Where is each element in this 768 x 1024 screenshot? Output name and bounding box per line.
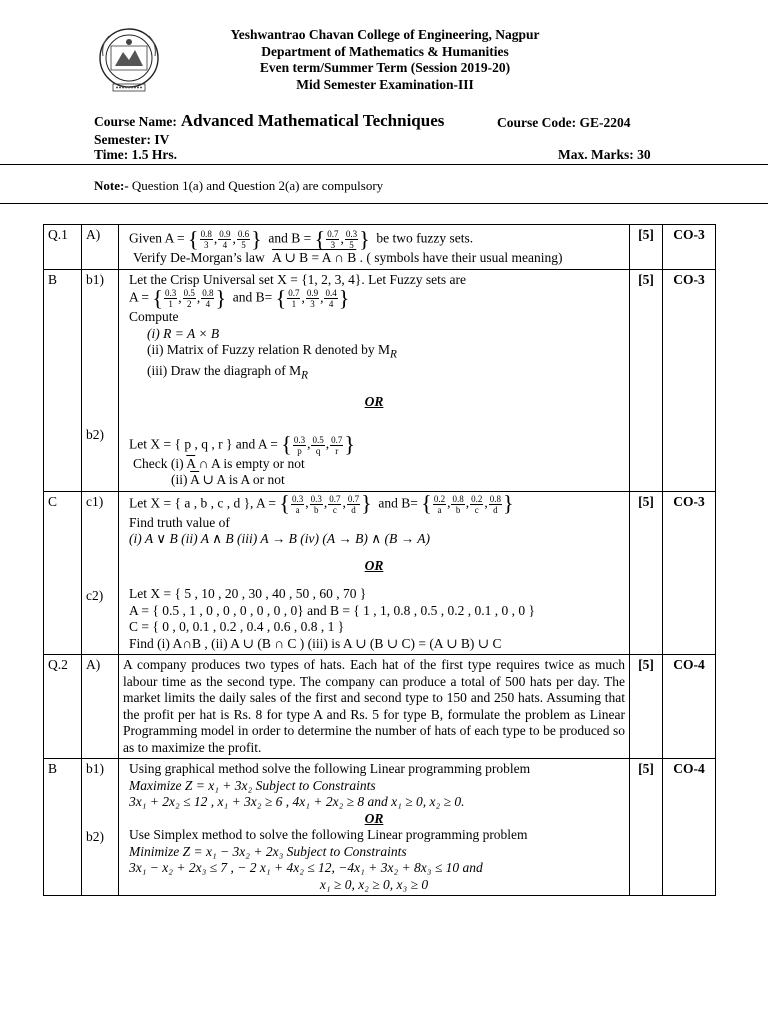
element-label: q — [315, 445, 321, 456]
separator: , — [465, 495, 470, 511]
element-label: 5 — [241, 240, 246, 250]
membership-value: 0.6 — [237, 229, 250, 239]
b2-objective: Minimize Z = x₁ − 3x₂ + 2x₃ Subject to Constraints — [129, 843, 407, 859]
element-label: 4 — [205, 299, 211, 309]
or-separator: OR — [364, 394, 384, 410]
b1-item-ii: (ii) Matrix of Fuzzy relation R denoted by M — [147, 342, 390, 357]
brace-close: } — [359, 226, 370, 252]
fuzzy-element — [311, 435, 324, 456]
membership-value: 0.9 — [306, 288, 319, 298]
element-label: 4 — [328, 299, 334, 309]
question-row-q2a — [44, 655, 716, 759]
element-label: d — [351, 504, 356, 515]
fuzzy-set-b — [421, 491, 514, 517]
element-label: 1 — [168, 299, 173, 309]
question-table — [43, 224, 716, 896]
brace-open: { — [188, 226, 199, 252]
sub-label: A) — [82, 225, 119, 270]
brace-close: } — [502, 491, 514, 517]
sub-label-c2: c2) — [86, 588, 104, 604]
membership-value: 0.5 — [183, 288, 195, 298]
b1-constraints: 3x₁ + 2x₂ ≤ 12 , x₁ + 3x₂ ≥ 6 , 4x₁ + 2x₂ ≥ 8 and x₁ ≥ 0, x₂ ≥ 0. — [129, 794, 465, 810]
membership-value: 0.3 — [164, 288, 177, 298]
check-ii-rest: ∪ A is A or not — [202, 472, 285, 488]
membership-value: 0.3 — [293, 434, 306, 445]
membership-value: 0.9 — [219, 229, 231, 239]
fuzzy-element — [345, 229, 358, 250]
fuzzy-element — [433, 494, 446, 515]
given-label: Given A = — [129, 230, 185, 246]
fuzzy-element — [218, 229, 231, 250]
question-row-q1b — [44, 269, 716, 491]
brace-close: } — [215, 285, 226, 311]
fuzzy-element — [470, 494, 483, 515]
divider-top — [0, 164, 768, 165]
subscript-r: R — [301, 369, 308, 382]
c2-sets-ab: A = { 0.5 , 1 , 0 , 0 , 0 , 0 , 0 , 0} and B = { 1 , 1, 0.8 , 0.5 , 0.2 , 0.1 , 0 , 0 } — [129, 602, 536, 618]
membership-value: 0.8 — [489, 493, 501, 504]
sub-label: A) — [82, 655, 119, 759]
brace-close: } — [361, 491, 372, 517]
element-label: a — [295, 504, 300, 515]
element-label: 4 — [222, 240, 228, 250]
question-row-q1a — [44, 225, 716, 270]
semester: Semester: IV — [94, 132, 170, 147]
b2-nonneg: x₁ ≥ 0, x₂ ≥ 0, x₃ ≥ 0 — [319, 876, 429, 892]
c1-line1: Let X = { a , b , c , d }, A = — [129, 495, 277, 511]
sub-label-c1: c1) — [86, 493, 104, 509]
course-outcome: CO-3 — [663, 225, 716, 270]
marks: [5] — [630, 269, 663, 491]
course-outcome: CO-3 — [663, 491, 716, 655]
truth-items: (i) A ∨ B (ii) A ∧ B (iii) A → B (iv) (A → B) ∧ (B → A) — [129, 531, 430, 547]
question-number: B — [44, 269, 82, 491]
max-marks: Max. Marks: 30 — [558, 147, 651, 162]
divider-bottom — [0, 203, 768, 204]
b1-objective: Maximize Z = x₁ + 3x₂ Subject to Constraints — [129, 777, 376, 793]
truth-label: Find truth value of — [129, 514, 230, 530]
separator: , — [342, 495, 346, 511]
membership-value: 0.2 — [433, 493, 446, 504]
element-label: r — [335, 445, 339, 456]
membership-value: 0.3 — [291, 493, 304, 504]
separator: , — [323, 495, 328, 511]
membership-value: 0.5 — [312, 434, 324, 445]
fuzzy-element — [306, 288, 319, 309]
exam-time: Time: 1.5 Hrs. — [94, 147, 177, 162]
department-name: Department of Mathematics & Humanities — [261, 43, 509, 59]
separator: , — [484, 495, 488, 511]
element-label: c — [474, 504, 479, 515]
fuzzy-element — [489, 494, 502, 515]
c2-find: Find (i) A∩B , (ii) A ∪ (B ∩ C ) (iii) is A ∪ (B ∪ C) = (A ∪ B) ∪ C — [129, 635, 502, 651]
fuzzy-set-a — [281, 432, 355, 458]
note-label: Note:- — [94, 178, 129, 193]
sub-labels — [82, 491, 119, 655]
membership-value: 0.3 — [310, 493, 322, 504]
fuzzy-element — [237, 229, 250, 250]
a-complement: $\overline{A}$ — [190, 472, 200, 488]
or-separator: OR — [364, 810, 384, 826]
membership-value: 0.2 — [471, 493, 483, 504]
element-label: c — [332, 504, 337, 515]
separator: , — [301, 289, 305, 305]
check-ii: (ii) — [171, 472, 188, 488]
fuzzy-set-b — [275, 285, 350, 311]
element-label: p — [297, 445, 302, 456]
c2-set-c: C = { 0 , 0, 0.1 , 0.2 , 0.4 , 0.6 , 0.8 , 1 } — [129, 619, 345, 635]
course-name-label: Course Name: — [94, 114, 177, 129]
check-i-rest: ∩ A is empty or not — [198, 455, 305, 471]
separator: , — [305, 495, 309, 511]
compute-label: Compute — [129, 309, 179, 324]
question-text — [119, 269, 630, 491]
element-label: d — [493, 504, 498, 515]
fuzzy-set-a — [188, 226, 262, 252]
and-label: and B = — [268, 230, 312, 246]
membership-value: 0.8 — [202, 288, 214, 298]
marks: [5] — [630, 759, 663, 896]
element-label: 3 — [330, 240, 336, 250]
exam-header — [160, 27, 610, 93]
brace-open: { — [152, 285, 163, 311]
check-i: Check (i) — [133, 455, 184, 471]
verify-text: Verify De-Morgan’s law — [133, 250, 265, 265]
element-label: b — [455, 504, 461, 515]
fuzzy-element — [200, 229, 213, 250]
fuzzy-element — [293, 435, 306, 456]
membership-value: 0.7 — [331, 434, 343, 445]
separator: , — [213, 230, 218, 246]
question-text — [119, 225, 630, 270]
brace-close: } — [338, 285, 350, 311]
b1-item-i: (i) R = A × B — [147, 325, 220, 341]
separator: , — [196, 289, 201, 305]
fuzzy-sets-tail: be two fuzzy sets. — [376, 230, 474, 246]
fuzzy-element — [287, 288, 300, 309]
c2-universe: Let X = { 5 , 10 , 20 , 30 , 40 , 50 , 60 , 70 } — [129, 586, 367, 602]
subscript-r: R — [389, 348, 397, 361]
course-name-value: Advanced Mathematical Techniques — [180, 111, 445, 130]
membership-value: 0.7 — [347, 493, 360, 504]
course-outcome: CO-4 — [663, 759, 716, 896]
a-complement: $\overline{A}$ — [186, 455, 196, 471]
sub-labels — [82, 759, 119, 896]
brace-open: { — [275, 285, 287, 311]
element-label: 5 — [349, 240, 354, 250]
b2-line1: Let X = { p , q , r } and A = — [129, 436, 278, 452]
element-label: a — [437, 504, 442, 515]
element-label: b — [313, 504, 319, 515]
fuzzy-element — [164, 288, 177, 309]
brace-open: { — [314, 226, 326, 252]
element-label: 3 — [310, 299, 315, 309]
note — [94, 178, 383, 194]
brace-open: { — [421, 491, 432, 517]
college-name: Yeshwantrao Chavan College of Engineering, Nagpur — [230, 27, 540, 42]
brace-open: { — [279, 491, 290, 517]
separator: , — [178, 289, 182, 305]
brace-close: } — [344, 432, 355, 458]
sub-label-b1: b1) — [86, 761, 104, 777]
separator: , — [232, 230, 236, 246]
membership-value: 0.4 — [325, 288, 337, 298]
fuzzy-element — [330, 435, 343, 456]
question-number: Q.2 — [44, 655, 82, 759]
question-text — [119, 491, 630, 655]
membership-value: 0.8 — [200, 229, 212, 239]
or-separator: OR — [364, 557, 384, 573]
separator: , — [320, 289, 324, 305]
course-outcome: CO-4 — [663, 655, 716, 759]
fuzzy-set-b — [314, 226, 370, 252]
question-number: Q.1 — [44, 225, 82, 270]
b2-constraints: 3x₁ − x₂ + 2x₃ ≤ 7 , − 2 x₁ + 4x₂ ≤ 12, −4x₁ + 3x₂ + 8x₃ ≤ 10 and — [129, 860, 483, 876]
sub-label-b2: b2) — [86, 427, 104, 442]
question-row-q2b — [44, 759, 716, 896]
fuzzy-set-a — [279, 491, 372, 517]
b2-line1: Use Simplex method to solve the following Linear programming problem — [129, 827, 528, 843]
and-label: and B= — [232, 289, 273, 305]
question-row-q1c — [44, 491, 716, 655]
fuzzy-element — [291, 494, 304, 515]
set-a-label: A = — [129, 289, 149, 305]
law-note: . ( symbols have their usual meaning) — [359, 250, 563, 265]
fuzzy-element — [326, 229, 339, 250]
membership-value: 0.7 — [327, 229, 339, 239]
sub-label-b1: b1) — [86, 271, 104, 287]
demorgan-law: A ∪ B = A ∩ B — [272, 250, 357, 265]
element-label: 1 — [291, 299, 297, 309]
marks: [5] — [630, 655, 663, 759]
membership-value: 0.7 — [329, 493, 341, 504]
element-label: 2 — [186, 299, 192, 309]
brace-open: { — [281, 432, 292, 458]
fuzzy-element — [324, 288, 337, 309]
and-label: and B= — [378, 495, 418, 511]
question-number: B — [44, 759, 82, 896]
membership-value: 0.7 — [288, 288, 300, 298]
marks: [5] — [630, 225, 663, 270]
fuzzy-element — [201, 288, 214, 309]
fuzzy-element — [328, 494, 341, 515]
b1-line1: Let the Crisp Universal set X = {1, 2, 3, 4}. Let Fuzzy sets are — [129, 271, 466, 287]
fuzzy-element — [183, 288, 196, 309]
separator: , — [340, 230, 344, 246]
fuzzy-set-a — [152, 285, 226, 311]
question-text: A company produces two types of hats. Each hat of the first type requires twice as much labour time as the second type. The company can produce a total of 500 hats per day. The market limits the daily sales of the first and second type to 150 and 250 hats. Assuming that the profit per hat is Rs. 8 for type A and Rs. 5 for type B, formulate the problem as Linear Programming model in order to determine the number of hats of each type to be produced so as to maximize the profit. — [119, 655, 630, 759]
b1-line1: Using graphical method solve the following Linear programming problem — [129, 761, 531, 777]
b1-item-iii: (iii) Draw the diagraph of M — [147, 363, 302, 379]
course-outcome: CO-3 — [663, 269, 716, 491]
exam-name: Mid Semester Examination-III — [296, 76, 474, 92]
separator: , — [325, 436, 330, 452]
separator: , — [307, 436, 311, 452]
college-seal-logo — [97, 26, 161, 94]
term-name: Even term/Summer Term (Session 2019-20) — [259, 60, 511, 75]
separator: , — [447, 495, 451, 511]
membership-value: 0.8 — [452, 493, 464, 504]
brace-close: } — [251, 226, 262, 252]
question-number: C — [44, 491, 82, 655]
sub-labels — [82, 269, 119, 491]
question-text — [119, 759, 630, 896]
element-label: 3 — [203, 240, 209, 250]
membership-value: 0.3 — [345, 229, 358, 239]
fuzzy-element — [347, 494, 360, 515]
fuzzy-element — [451, 494, 464, 515]
sub-label-b2: b2) — [86, 828, 104, 844]
course-code: Course Code: GE-2204 — [497, 115, 631, 130]
marks: [5] — [630, 491, 663, 655]
fuzzy-element — [310, 494, 323, 515]
note-text: Question 1(a) and Question 2(a) are compulsory — [131, 178, 384, 193]
